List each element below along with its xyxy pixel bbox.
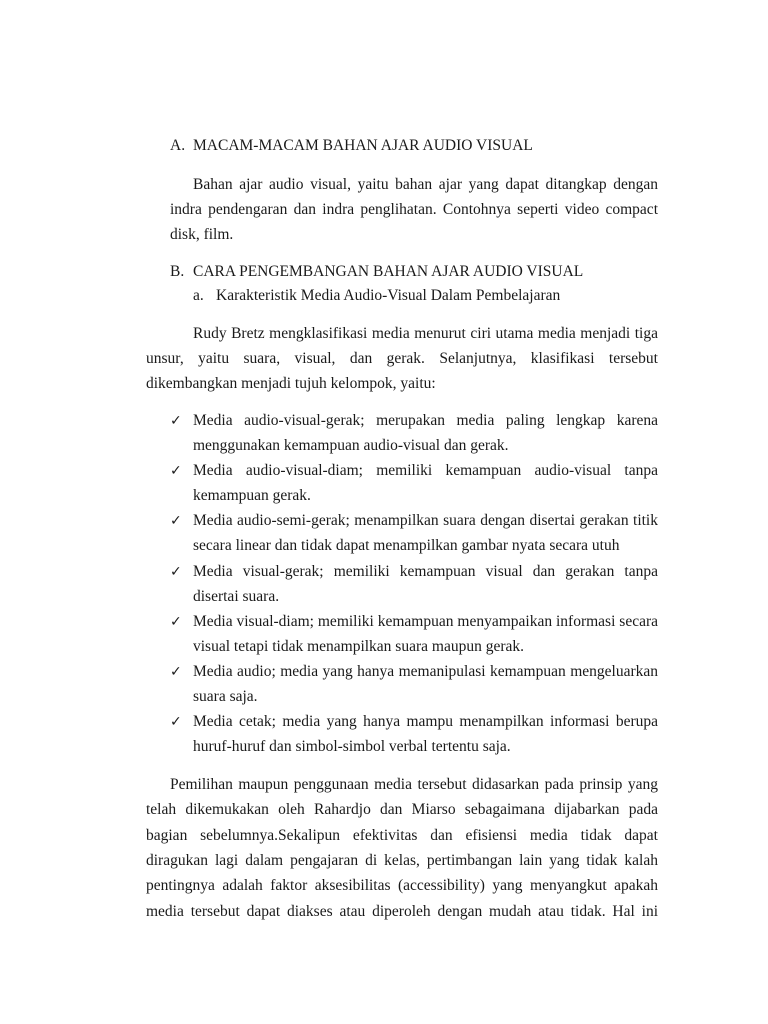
- bullet-3-line-1: Media audio-semi-gerak; menampilkan suara dengan disertai gerakan titik: [193, 512, 658, 529]
- intro-line-1: Rudy Bretz mengklasifikasi media menurut ciri utama media menjadi tiga: [193, 325, 658, 342]
- closing-line-5: pentingnya adalah faktor aksesibilitas (accessibility) yang menyangkut apakah: [146, 877, 658, 894]
- bullet-2-line-2: kemampuan gerak.: [193, 487, 311, 504]
- bullet-7-line-1: Media cetak; media yang hanya mampu menampilkan informasi berupa: [193, 713, 658, 730]
- closing-line-4: diragukan lagi dalam pengajaran di kelas, pertimbangan lain yang tidak kalah: [146, 852, 658, 869]
- section-b-marker: B.: [170, 263, 185, 280]
- section-a-heading: MACAM-MACAM BAHAN AJAR AUDIO VISUAL: [193, 137, 533, 154]
- bullet-1-line-2: menggunakan kemampuan audio-visual dan gerak.: [193, 437, 509, 454]
- section-a-paragraph-line-2: indra pendengaran dan indra penglihatan. Contohnya seperti video compact: [170, 201, 658, 218]
- checkmark-icon: ✓: [170, 413, 182, 429]
- bullet-2-line-1: Media audio-visual-diam; memiliki kemampuan audio-visual tanpa: [193, 462, 658, 479]
- checkmark-icon: ✓: [170, 714, 182, 730]
- bullet-1-line-1: Media audio-visual-gerak; merupakan media paling lengkap karena: [193, 412, 658, 429]
- subsection-a-heading: Karakteristik Media Audio-Visual Dalam Pembelajaran: [216, 287, 561, 304]
- closing-line-2: telah dikemukakan oleh Rahardjo dan Miarso sebagaimana dijabarkan pada: [146, 801, 658, 818]
- checkmark-icon: ✓: [170, 614, 182, 630]
- bullet-5-line-2: visual tetapi tidak menampilkan suara maupun gerak.: [193, 638, 524, 655]
- checkmark-icon: ✓: [170, 564, 182, 580]
- bullet-7-line-2: huruf-huruf dan simbol-simbol verbal tertentu saja.: [193, 738, 511, 755]
- section-a-marker: A.: [170, 137, 186, 154]
- bullet-4-line-1: Media visual-gerak; memiliki kemampuan visual dan gerakan tanpa: [193, 563, 658, 580]
- intro-line-3: dikembangkan menjadi tujuh kelompok, yaitu:: [146, 375, 436, 392]
- bullet-6-line-2: suara saja.: [193, 688, 258, 705]
- bullet-5-line-1: Media visual-diam; memiliki kemampuan menyampaikan informasi secara: [193, 613, 658, 630]
- subsection-a-marker: a.: [193, 287, 204, 304]
- bullet-6-line-1: Media audio; media yang hanya memanipulasi kemampuan mengeluarkan: [193, 663, 658, 680]
- closing-line-1: Pemilihan maupun penggunaan media tersebut didasarkan pada prinsip yang: [170, 776, 658, 793]
- section-a-paragraph-line-3: disk, film.: [170, 226, 234, 243]
- section-b-heading: CARA PENGEMBANGAN BAHAN AJAR AUDIO VISUAL: [193, 263, 584, 280]
- checkmark-icon: ✓: [170, 664, 182, 680]
- bullet-4-line-2: disertai suara.: [193, 588, 280, 605]
- checkmark-icon: ✓: [170, 513, 182, 529]
- section-a-paragraph-line-1: Bahan ajar audio visual, yaitu bahan ajar yang dapat ditangkap dengan: [193, 176, 658, 193]
- bullet-3-line-2: secara linear dan tidak dapat menampilkan gambar nyata secara utuh: [193, 537, 620, 554]
- checkmark-icon: ✓: [170, 463, 182, 479]
- closing-line-3: bagian sebelumnya.Sekalipun efektivitas dan efisiensi media tidak dapat: [146, 827, 658, 844]
- closing-line-6: media tersebut dapat diakses atau diperoleh dengan mudah atau tidak. Hal ini: [146, 903, 658, 920]
- intro-line-2: unsur, yaitu suara, visual, dan gerak. Selanjutnya, klasifikasi tersebut: [146, 350, 658, 367]
